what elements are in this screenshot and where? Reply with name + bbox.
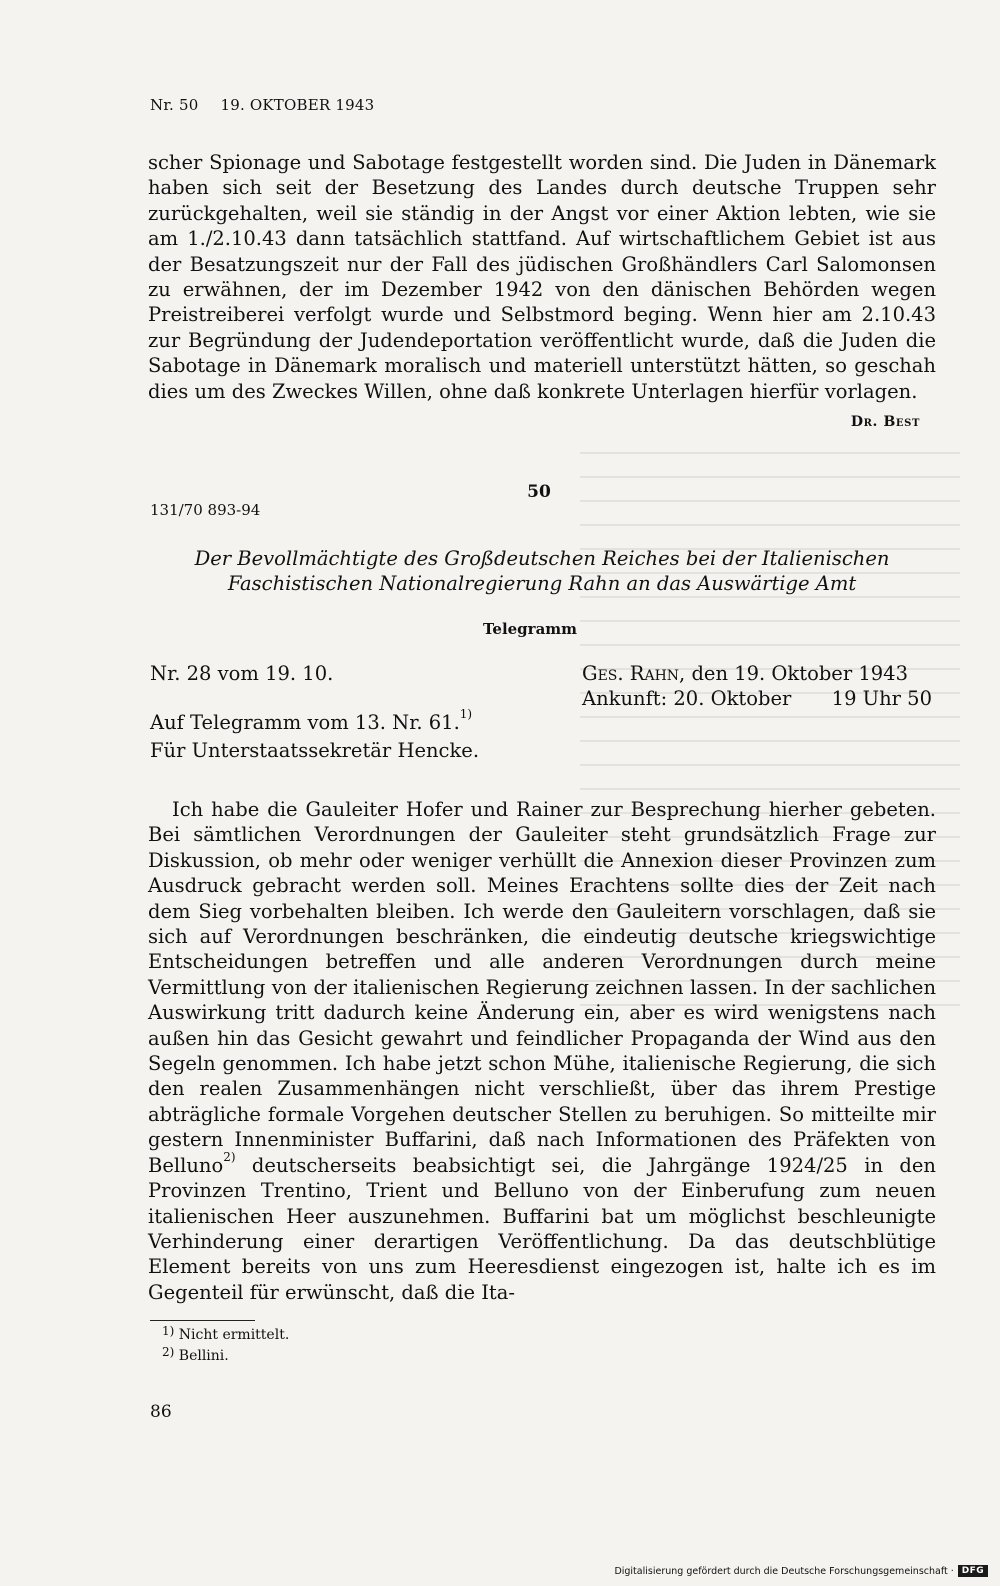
signature: Dr. Best [850, 414, 920, 430]
body-paragraph-2 [148, 797, 936, 1305]
document-number: 50 [527, 482, 551, 502]
addressee: Für Unterstaatssekretär Hencke. [150, 739, 480, 762]
footnote-mark: 1) [162, 1324, 175, 1338]
arrival-time: 19 Uhr 50 [831, 687, 932, 710]
footnote [162, 1345, 229, 1364]
arrival-label: Ankunft: 20. Oktober [582, 687, 792, 710]
arrival-line [582, 686, 932, 711]
footnote-marker: 1) [459, 707, 473, 721]
sender-name: Ges. Rahn [582, 662, 680, 685]
body-paragraph-2-part-b: deutscherseits beabsichtigt sei, die Jahrgänge 1924/25 in den Provinzen Trentino, Trient und Belluno von der Einberufung zum neuen italienischen Heer auszunehmen. Buffarini bat um möglichst beschleunigte Verhinderung einer derartigen Veröffentlichung. Da das deutschblütige Element bereits von uns zum Heeresdienst eingezogen ist, halte ich es im Gegenteil für erwünscht, daß die Ita- [148, 1153, 936, 1304]
dfg-logo: DFG [958, 1565, 988, 1577]
footnote-text: Nicht ermittelt. [178, 1327, 290, 1343]
document-heading: Der Bevollmächtigte des Großdeutschen Reiches bei der Italienischen Faschistischen Nationalregierung Rahn an das Auswärtige Amt [194, 547, 890, 595]
footnote-marker: 2) [223, 1149, 236, 1164]
sender-block [582, 661, 932, 711]
footnote-text: Bellini. [178, 1348, 229, 1364]
reply-reference [150, 707, 473, 735]
running-head-date: 19. OKTOBER 1943 [220, 96, 375, 114]
body-paragraph-2-part-a: Ich habe die Gauleiter Hofer und Rainer zur Besprechung hierher gebeten. Bei sämtlichen Verordnungen der Gauleiter steht grundsätzlich Frage zur Diskussion, ob mehr oder weniger verhüllt die Annexion dieser Provinzen zum Ausdruck gebracht werden soll. Meines Erachtens sollte dies der Zeit nach dem Sieg vorbehalten bleiben. Ich werde den Gauleitern vorschlagen, daß sie sich auf Verordnungen beschränken, die eindeutig deutsche kriegswichtige Entscheidungen betreffen und alle anderen Verordnungen durch meine Vermittlung von der italienischen Regierung zeichnen lassen. In der sachlichen Auswirkung tritt dadurch keine Änderung ein, aber es wird wenigstens nach außen hin das Gesicht gewahrt und feindlicher Propaganda der Wind aus den Segeln genommen. Ich habe jetzt schon Mühe, italienische Regierung, die sich den realen Zusammenhängen nicht verschließt, über das ihrem Prestige abträgliche formale Vorgehen deutscher Stellen zu beruhigen. So mitteilte mir gestern Innenminister Buffarini, daß nach Informationen des Präfekten von Belluno [148, 798, 936, 1177]
credit-text: Digitalisierung gefördert durch die Deutsche Forschungsgemeinschaft · [614, 1565, 954, 1577]
running-head-doc-number: Nr. 50 [150, 96, 199, 114]
sender-date: , den 19. Oktober 1943 [679, 662, 908, 685]
digitization-credit [614, 1562, 988, 1580]
document-type: Telegramm [482, 620, 578, 638]
footnote-mark: 2) [162, 1345, 175, 1359]
telegram-number: Nr. 28 vom 19. 10. [150, 662, 334, 685]
sender-line [582, 661, 932, 686]
reply-reference-text: Auf Telegramm vom 13. Nr. 61. [150, 711, 460, 734]
footnote-divider [150, 1320, 255, 1321]
running-head [150, 96, 374, 114]
body-paragraph-1: scher Spionage und Sabotage festgestellt worden sind. Die Juden in Dänemark haben sich seit der Besetzung des Landes durch deutsche Truppen sehr zurückgehalten, weil sie ständig in der Angst vor einer Aktion lebten, wie sie am 1./2.10.43 dann tatsächlich stattfand. Auf wirtschaftlichem Gebiet ist aus der Besatzungszeit nur der Fall des jüdischen Großhändlers Carl Salomonsen zu erwähnen, der im Dezember 1942 von den dänischen Behörden wegen Preistreiberei verfolgt wurde und Selbstmord beging. Wenn hier am 2.10.43 zur Begründung der Judendeportation veröffentlicht wurde, daß die Juden die Sabotage in Dänemark moralisch und materiell unterstützt hätten, so geschah dies um des Zweckes Willen, ohne daß konkrete Unterlagen hierfür vorlagen. [148, 151, 936, 403]
footnote [162, 1324, 290, 1343]
page-number: 86 [150, 1402, 172, 1422]
archive-reference: 131/70 893-94 [150, 501, 261, 519]
